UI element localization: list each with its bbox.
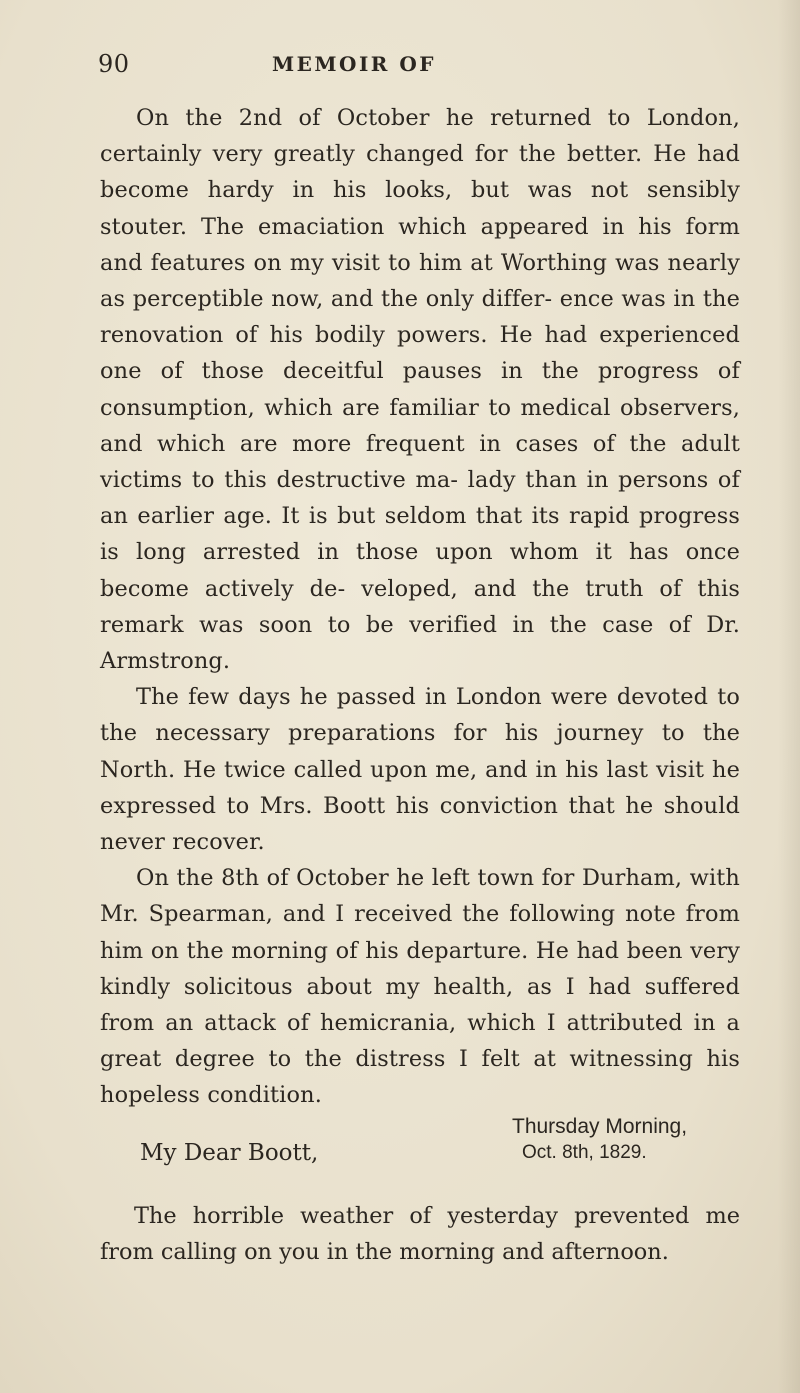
letter-salutation: My Dear Boott, [140, 1140, 319, 1166]
paragraph-return-to-london: On the 2nd of October he returned to London, certainly very greatly changed for the better. He had become hardy in his looks, but was not sensibly stouter. The emaciation which appeared in his form and features on my visit to him at Worthing was nearly as perceptible now, and the only differ- ence was in the renovation of his bodily powers. He had experienced one of those deceitful pauses in the progress of consumption, which are familiar to medical observers, and which are more frequent in cases of the adult victims to this destructive ma- lady than in persons of an earlier age. It is but seldom that its rapid progress is long arrested in those upon whom it has once become actively de- veloped, and the truth of this remark was soon to be verified in the case of Dr. Armstrong. [100, 105, 740, 675]
page-number: 90 [98, 50, 130, 78]
page-header [0, 50, 800, 80]
letter-text: The horrible weather of yesterday prevented me from calling on you in the morning and afternoon. [100, 1203, 740, 1265]
salutation-row [100, 1140, 740, 1180]
paragraph-left-for-durham: On the 8th of October he left town for Durham, with Mr. Spearman, and I received the following note from him on the morning of his departure. He had been very kindly solicitous about my health, as I had suffered from an attack of hemicrania, which I attributed in a great degree to the distress I felt at witnessing his hopeless condition. [100, 865, 740, 1109]
running-head: MEMOIR OF [272, 52, 437, 76]
letter-block [100, 1112, 740, 1270]
paragraph-days-in-london: The few days he passed in London were devoted to the necessary preparations for his journey to the North. He twice called upon me, and in his last visit he expressed to Mrs. Boott his conviction that he should never recover. [100, 684, 740, 856]
page-edge-shadow [778, 0, 800, 1393]
letter-date-line-1: Thursday Morning, [512, 1115, 688, 1138]
letter-date-line-2: Oct. 8th, 1829. [522, 1142, 647, 1163]
body-text [100, 100, 740, 1114]
